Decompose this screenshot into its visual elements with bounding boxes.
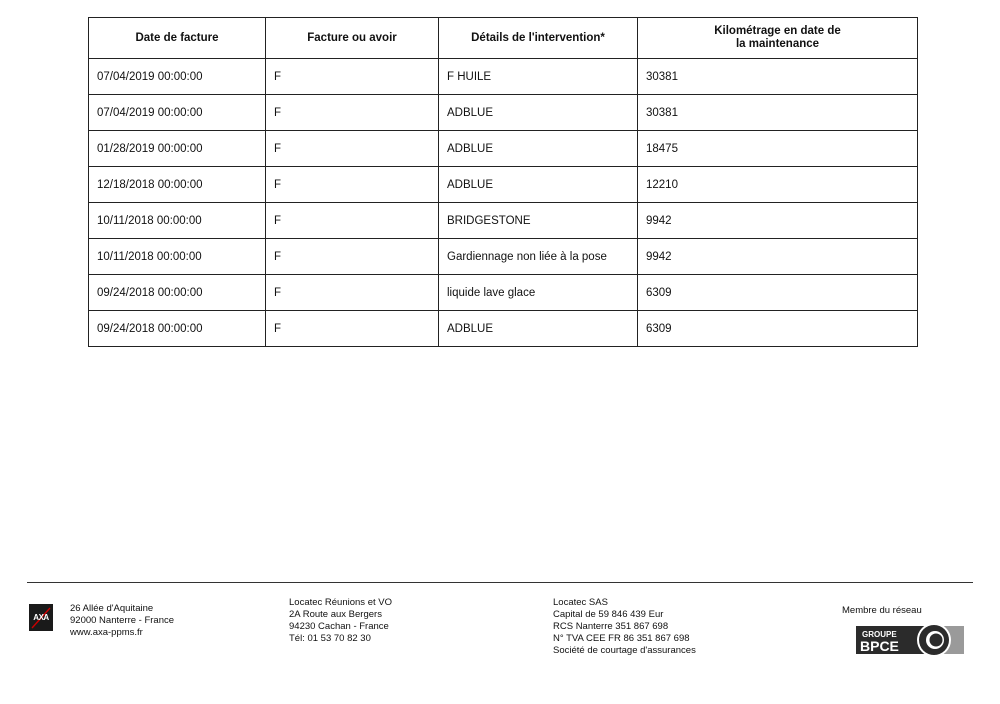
table-row [89,275,918,311]
cell-date: 07/04/2019 00:00:00 [89,59,266,95]
table-row [89,167,918,203]
cell-mileage: 30381 [638,59,918,95]
table-row [89,311,918,347]
cell-mileage: 9942 [638,203,918,239]
cell-details: Gardiennage non liée à la pose [439,239,638,275]
table-row [89,131,918,167]
axa-logo: AXA [29,604,53,631]
cell-details: ADBLUE [439,311,638,347]
header-details: Détails de l'intervention* [439,18,638,59]
bpce-logo [856,622,964,658]
header-type: Facture ou avoir [266,18,439,59]
locatec-sas-info [553,597,696,657]
table-header-row [89,18,918,59]
header-date: Date de facture [89,18,266,59]
cell-type: F [266,59,439,95]
cell-details: F HUILE [439,59,638,95]
cell-date: 07/04/2019 00:00:00 [89,95,266,131]
cell-type: F [266,311,439,347]
axa-address-line: 26 Allée d'Aquitaine [70,603,154,614]
cell-mileage: 30381 [638,95,918,131]
cell-mileage: 9942 [638,239,918,275]
address-line: 2A Route aux Bergers [289,609,382,620]
cell-type: F [266,203,439,239]
company-line: Locatec SAS [553,597,608,608]
address-line: Locatec Réunions et VO [289,597,392,608]
cell-details: liquide lave glace [439,275,638,311]
axa-address-line: 92000 Nanterre - France [70,615,175,626]
cell-type: F [266,95,439,131]
network-label: Membre du réseau [842,605,922,616]
cell-date: 09/24/2018 00:00:00 [89,275,266,311]
axa-address [70,603,174,639]
cell-date: 01/28/2019 00:00:00 [89,131,266,167]
cell-mileage: 18475 [638,131,918,167]
company-line: Société de courtage d'assurances [553,645,696,656]
cell-details: BRIDGESTONE [439,203,638,239]
cell-details: ADBLUE [439,167,638,203]
company-line: Capital de 59 846 439 Eur [553,609,664,620]
cell-type: F [266,167,439,203]
cell-mileage: 6309 [638,275,918,311]
cell-type: F [266,275,439,311]
maintenance-table [88,17,918,347]
table-row [89,203,918,239]
table-row [89,95,918,131]
axa-website: www.axa-ppms.fr [70,627,143,638]
table-row [89,59,918,95]
cell-mileage: 6309 [638,311,918,347]
table-row [89,239,918,275]
phone-line: Tél: 01 53 70 82 30 [289,633,371,644]
company-line: N° TVA CEE FR 86 351 867 698 [553,633,690,644]
footer-divider [27,582,973,583]
cell-date: 12/18/2018 00:00:00 [89,167,266,203]
locatec-reunions-address [289,597,392,645]
cell-date: 10/11/2018 00:00:00 [89,203,266,239]
header-mileage: Kilométrage en date de la maintenance [638,18,918,59]
address-line: 94230 Cachan - France [289,621,389,632]
cell-details: ADBLUE [439,95,638,131]
cell-type: F [266,131,439,167]
company-line: RCS Nanterre 351 867 698 [553,621,669,632]
cell-date: 09/24/2018 00:00:00 [89,311,266,347]
bpce-logo-text-main: BPCE [860,638,899,654]
cell-details: ADBLUE [439,131,638,167]
cell-date: 10/11/2018 00:00:00 [89,239,266,275]
cell-type: F [266,239,439,275]
cell-mileage: 12210 [638,167,918,203]
bpce-logo-text-top: GROUPE [862,630,897,639]
